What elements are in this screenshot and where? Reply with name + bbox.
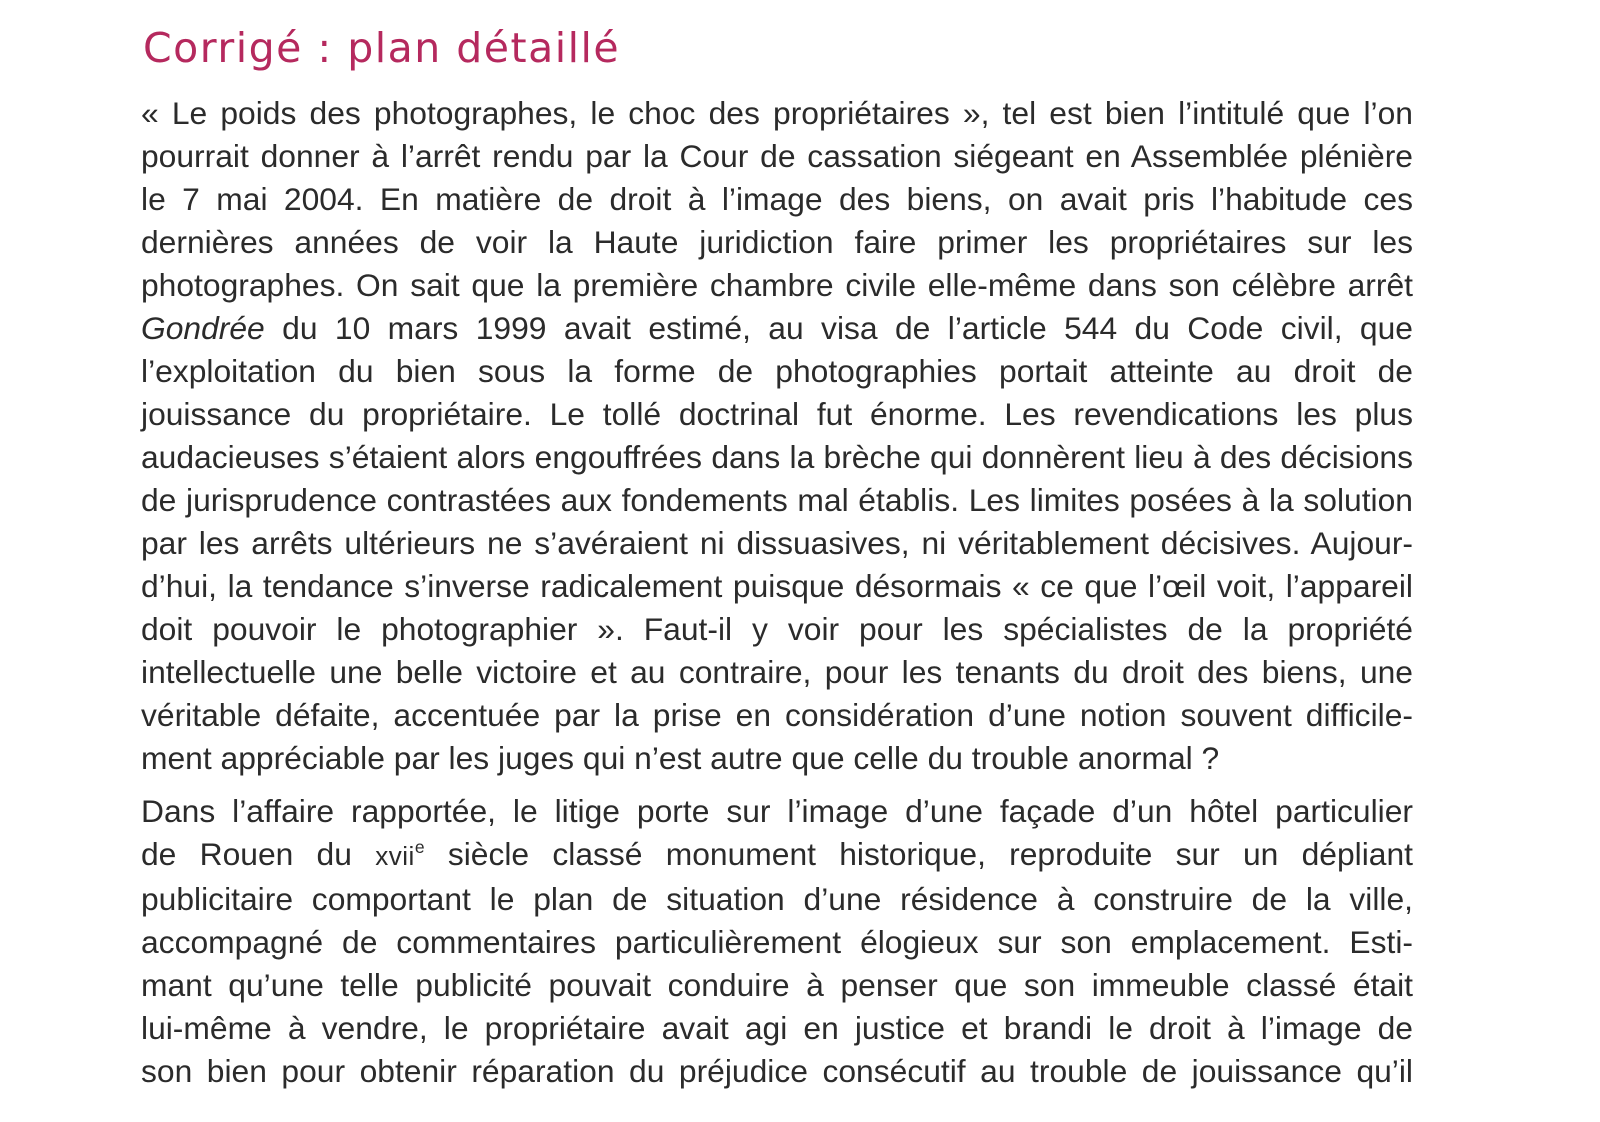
century-numeral: xvii	[375, 841, 415, 871]
text-line: Dans l’affaire rapportée, le litige porte sur l’image d’une façade d’un hôtel particulier	[141, 793, 1413, 829]
text-fragment: siècle classé monument historique, reproduite sur un dépliant	[424, 836, 1413, 872]
text-line: accompagné de commentaires particulièrement élogieux sur son emplacement. Esti-	[141, 924, 1413, 960]
paragraph-1	[141, 92, 1413, 780]
text-fragment: du 10 mars 1999 avait estimé, au visa de l’article 544 du Code civil, que	[264, 310, 1413, 346]
text-line: son bien pour obtenir réparation du préjudice consécutif au trouble de jouissance qu’il	[141, 1053, 1413, 1089]
case-name: Gondrée	[141, 310, 265, 346]
text-line: « Le poids des photographes, le choc des propriétaires », tel est bien l’intitulé que l’on	[141, 95, 1413, 131]
page-title: Corrigé : plan détaillé	[143, 24, 621, 72]
text-line: ment appréciable par les juges qui n’est autre que celle du trouble anormal ?	[141, 740, 1220, 776]
text-line: lui-même à vendre, le propriétaire avait agi en justice et brandi le droit à l’image de	[141, 1010, 1413, 1046]
text-line: publicitaire comportant le plan de situation d’une résidence à construire de la ville,	[141, 881, 1413, 917]
paragraph-2	[141, 790, 1413, 1093]
text-line: d’hui, la tendance s’inverse radicalement puisque désormais « ce que l’œil voit, l’appareil	[141, 568, 1413, 604]
text-line: doit pouvoir le photographier ». Faut-il y voir pour les spécialistes de la propriété	[141, 611, 1413, 647]
century-suffix: e	[414, 836, 425, 857]
text-line: de jurisprudence contrastées aux fondements mal établis. Les limites posées à la solution	[141, 482, 1413, 518]
text-line: l’exploitation du bien sous la forme de photographies portait atteinte au droit de	[141, 353, 1413, 389]
text-line: dernières années de voir la Haute juridiction faire primer les propriétaires sur les	[141, 224, 1413, 260]
text-line: mant qu’une telle publicité pouvait conduire à penser que son immeuble classé était	[141, 967, 1413, 1003]
text-fragment: de Rouen du	[141, 836, 376, 872]
text-line: par les arrêts ultérieurs ne s’avéraient ni dissuasives, ni véritablement décisives. Aujour-	[141, 525, 1413, 561]
text-line: audacieuses s’étaient alors engouffrées dans la brèche qui donnèrent lieu à des décisions	[141, 439, 1413, 475]
text-line	[141, 833, 1413, 878]
text-line: le 7 mai 2004. En matière de droit à l’image des biens, on avait pris l’habitude ces	[141, 181, 1413, 217]
text-line: pourrait donner à l’arrêt rendu par la Cour de cassation siégeant en Assemblée plénière	[141, 138, 1413, 174]
text-line: véritable défaite, accentuée par la prise en considération d’une notion souvent difficile-	[141, 697, 1413, 733]
text-line: photographes. On sait que la première chambre civile elle-même dans son célèbre arrêt	[141, 267, 1413, 303]
text-line	[141, 307, 1413, 350]
text-line: intellectuelle une belle victoire et au contraire, pour les tenants du droit des biens, une	[141, 654, 1413, 690]
text-line: jouissance du propriétaire. Le tollé doctrinal fut énorme. Les revendications les plus	[141, 396, 1413, 432]
